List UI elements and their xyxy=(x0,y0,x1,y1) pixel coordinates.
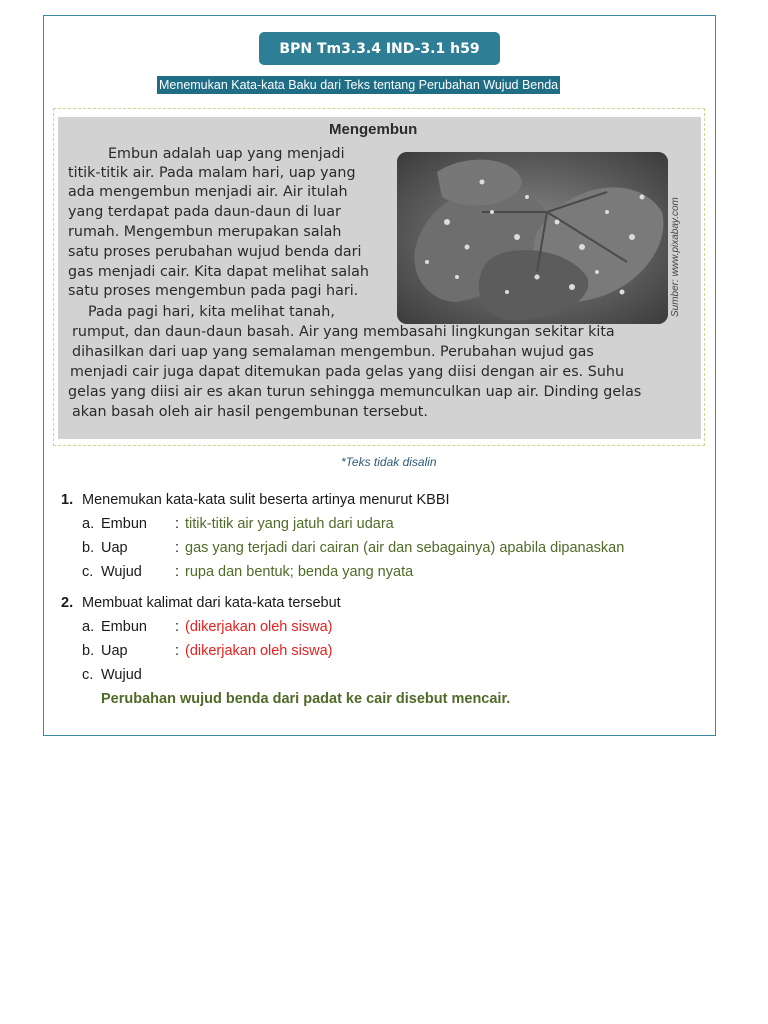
scan-line: satu proses perubahan wujud benda dari xyxy=(68,244,362,260)
q1-item-letter: a. xyxy=(82,516,95,532)
scan-line: titik-titik air. Pada malam hari, uap yang xyxy=(68,165,356,181)
q2-item-answer: (dikerjakan oleh siswa) xyxy=(185,619,333,635)
q2-item-answer: (dikerjakan oleh siswa) xyxy=(185,643,333,659)
q2-item-letter: c. xyxy=(82,667,94,683)
scan-line: akan basah oleh air hasil pengembunan tersebut. xyxy=(72,404,428,420)
q1-number: 1. xyxy=(61,492,74,508)
q1-item-word: Wujud xyxy=(101,564,142,580)
scan-line: yang terdapat pada daun-daun di luar xyxy=(68,204,341,220)
scan-line: dihasilkan dari uap yang semalaman mengembun. Perubahan wujud gas xyxy=(72,344,594,360)
q2-item-word: Embun xyxy=(101,619,147,635)
q1-item-colon: : xyxy=(175,564,180,580)
q1-item-answer: rupa dan bentuk; benda yang nyata xyxy=(185,564,414,580)
worksheet-subtitle: Menemukan Kata-kata Baku dari Teks tentang Perubahan Wujud Benda xyxy=(159,78,559,92)
q2-item-word: Wujud xyxy=(101,667,142,683)
q1-item-answer: gas yang terjadi dari cairan (air dan sebagainya) apabila dipanaskan xyxy=(185,540,625,556)
scan-line: gelas yang diisi air es akan turun sehingga memunculkan uap air. Dinding gelas xyxy=(68,384,642,400)
q2-item-word: Uap xyxy=(101,643,128,659)
scan-line: ada mengembun menjadi air. Air itulah xyxy=(68,184,348,200)
q2-number: 2. xyxy=(61,595,74,611)
q1-item-word: Uap xyxy=(101,540,128,556)
scan-line: satu proses mengembun pada pagi hari. xyxy=(68,283,359,299)
scan-line: rumput, dan daun-daun basah. Air yang membasahi lingkungan sekitar kita xyxy=(72,324,615,340)
q1-item-word: Embun xyxy=(101,516,147,532)
q2-text: Membuat kalimat dari kata-kata tersebut xyxy=(82,595,341,611)
q1-text: Menemukan kata-kata sulit beserta artinya menurut KBBI xyxy=(82,492,450,508)
q1-item-letter: b. xyxy=(82,540,95,556)
q2-item-letter: b. xyxy=(82,643,95,659)
q1-item-answer: titik-titik air yang jatuh dari udara xyxy=(185,516,394,532)
photo-source-credit: Sumber: www.pixabay.com xyxy=(670,197,681,317)
q2-item-colon: : xyxy=(175,643,180,659)
q2-item-colon: : xyxy=(175,619,180,635)
not-copied-note: *Teks tidak disalin xyxy=(341,455,437,469)
scan-line: gas menjadi cair. Kita dapat melihat salah xyxy=(68,264,369,280)
q2-item-letter: a. xyxy=(82,619,95,635)
q1-item-colon: : xyxy=(175,516,180,532)
scanned-textbook-excerpt xyxy=(58,117,701,439)
scan-line: Pada pagi hari, kita melihat tanah, xyxy=(88,304,335,320)
scan-line: rumah. Mengembun merupakan salah xyxy=(68,224,342,240)
q1-item-colon: : xyxy=(175,540,180,556)
q2-example-sentence: Perubahan wujud benda dari padat ke cair disebut mencair. xyxy=(101,691,511,707)
q1-item-letter: c. xyxy=(82,564,94,580)
dew-leaves-photo xyxy=(397,152,668,324)
scan-line: Embun adalah uap yang menjadi xyxy=(108,146,345,162)
scan-line: menjadi cair juga dapat ditemukan pada gelas yang diisi dengan air es. Suhu xyxy=(70,364,625,380)
lesson-code-badge: BPN Tm3.3.4 IND-3.1 h59 xyxy=(259,32,500,65)
scan-title: Mengembun xyxy=(329,121,418,138)
